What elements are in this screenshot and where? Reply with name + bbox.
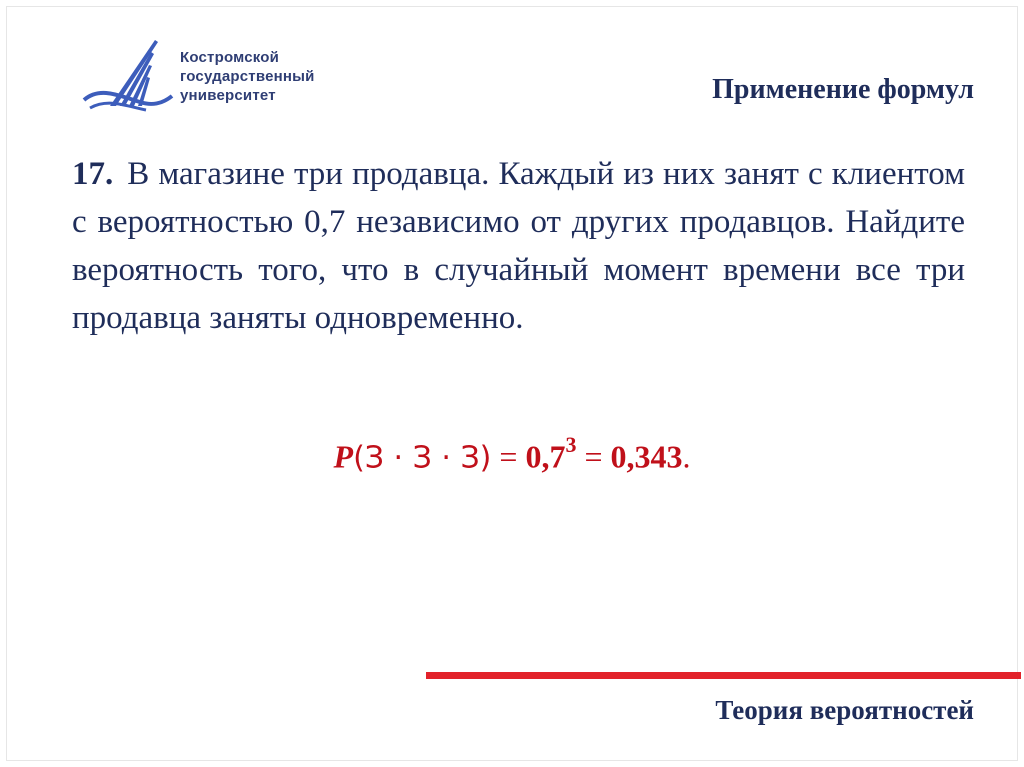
wing-logo-icon <box>80 36 180 116</box>
logo-line-2: государственный <box>180 68 315 85</box>
footer-title: Теория вероятностей <box>715 695 974 725</box>
university-logo <box>80 36 350 116</box>
logo-line-3: университет <box>180 87 276 104</box>
formula-result: 0,343 <box>610 438 683 475</box>
formula <box>0 432 1024 476</box>
slide-title: Применение формул <box>712 74 974 105</box>
formula-args: (З · З · З) <box>353 440 492 476</box>
problem-body: В магазине три продавца. Каждый из них занят с клиентом с вероятностью 0,7 независимо от других продавцов. Найдите вероятность того, что в случайный момент времени все три продавца заняты одновременно. <box>72 156 965 336</box>
formula-exponent: 3 <box>565 432 577 457</box>
formula-end: . <box>682 438 691 475</box>
problem-number: 17. <box>72 156 114 192</box>
problem-text <box>72 150 965 342</box>
footer-divider <box>426 672 1021 679</box>
formula-eq-2: = <box>576 438 611 475</box>
formula-base: 0,7 <box>525 438 566 475</box>
logo-text <box>180 48 315 105</box>
slide-border <box>6 6 1018 761</box>
formula-p: P <box>333 438 354 475</box>
formula-eq-1: = <box>491 438 526 475</box>
logo-line-1: Костромской <box>180 49 280 66</box>
